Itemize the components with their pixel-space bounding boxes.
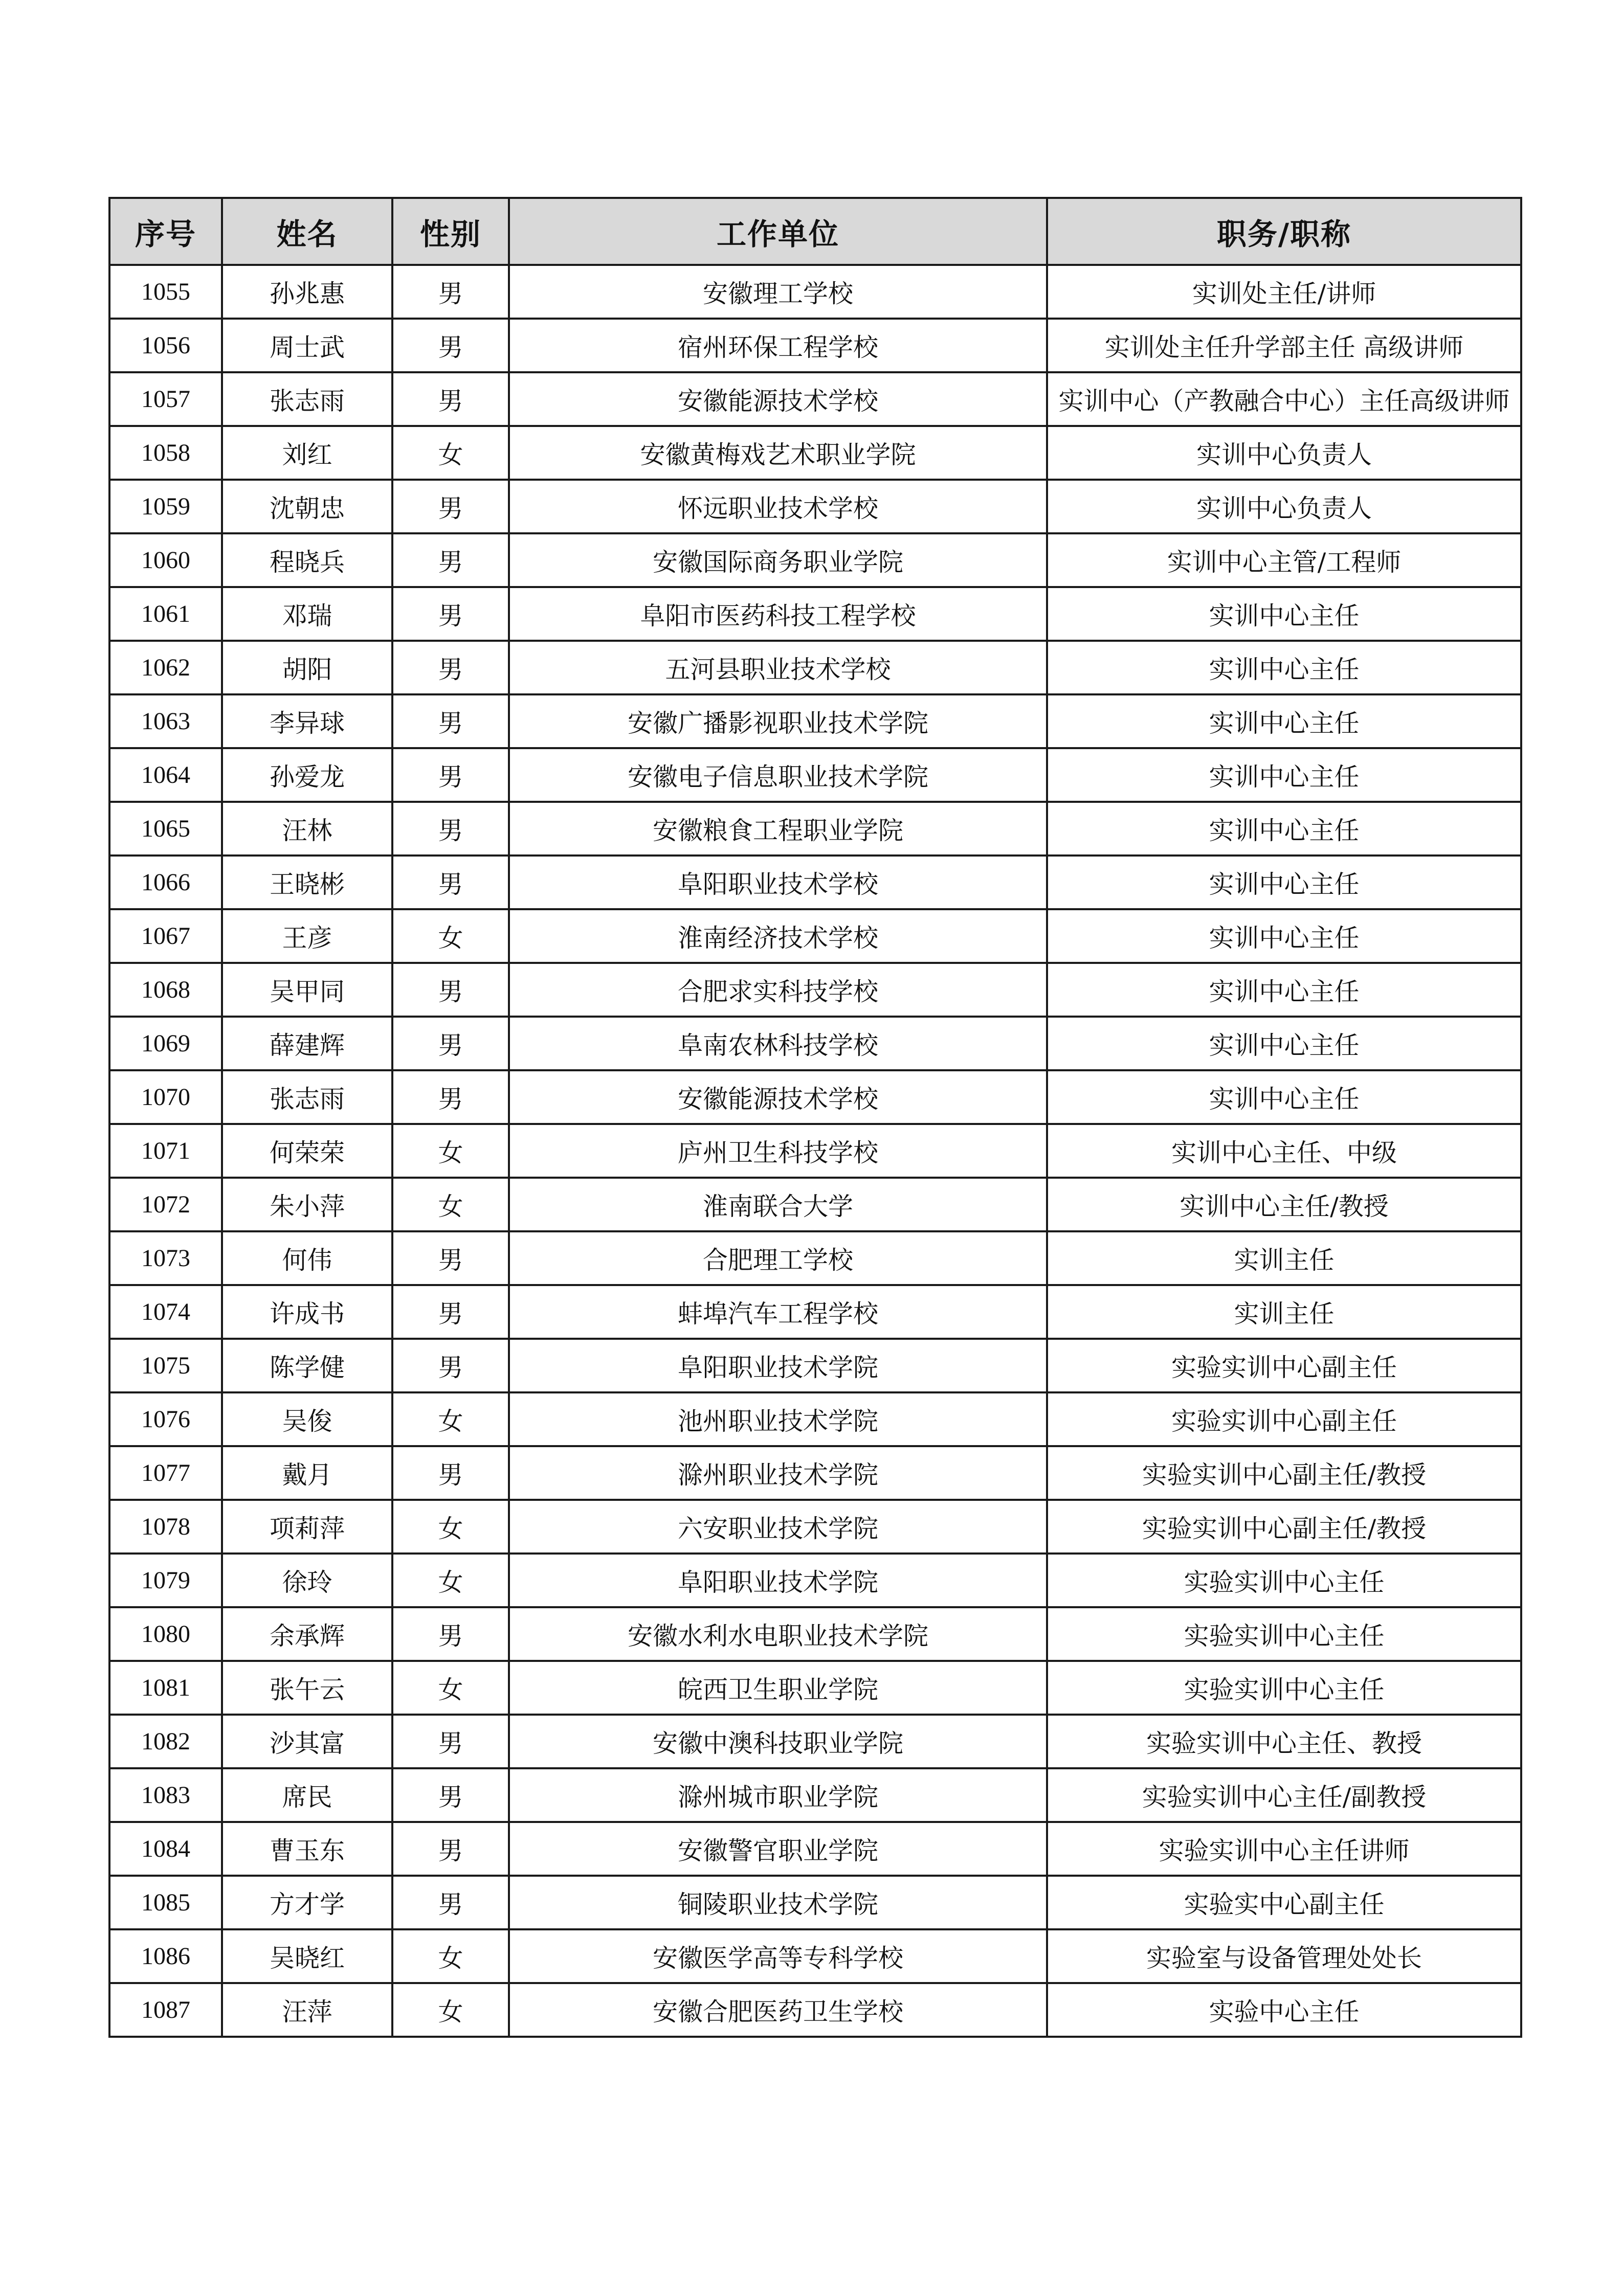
work-unit-cell: 合肥求实科技学校 (509, 963, 1047, 1017)
work-unit-cell: 安徽粮食工程职业学院 (509, 802, 1047, 856)
work-unit-cell: 阜阳职业技术学校 (509, 856, 1047, 909)
table-row (109, 963, 1521, 1017)
serial-number-cell: 1085 (109, 1876, 222, 1929)
table-row (109, 748, 1521, 802)
table-row (109, 1500, 1521, 1554)
table-row (109, 802, 1521, 856)
gender-cell: 女 (392, 426, 509, 480)
work-unit-cell: 六安职业技术学院 (509, 1500, 1047, 1554)
gender-cell: 女 (392, 1983, 509, 2037)
serial-number-cell: 1055 (109, 265, 222, 319)
name-cell: 孙爱龙 (222, 748, 392, 802)
position-title-cell: 实训主任 (1047, 1231, 1521, 1285)
table-row (109, 1554, 1521, 1607)
name-cell: 朱小萍 (222, 1178, 392, 1231)
gender-cell: 男 (392, 1446, 509, 1500)
serial-number-cell: 1065 (109, 802, 222, 856)
name-cell: 吴晓红 (222, 1929, 392, 1983)
name-cell: 胡阳 (222, 641, 392, 694)
work-unit-cell: 安徽黄梅戏艺术职业学院 (509, 426, 1047, 480)
gender-cell: 女 (392, 1500, 509, 1554)
name-cell: 王彦 (222, 909, 392, 963)
serial-number-cell: 1086 (109, 1929, 222, 1983)
position-title-cell: 实训中心主任 (1047, 856, 1521, 909)
name-cell: 吴甲同 (222, 963, 392, 1017)
position-title-cell: 实训中心主任 (1047, 641, 1521, 694)
table-row (109, 641, 1521, 694)
gender-cell: 男 (392, 319, 509, 372)
position-title-cell: 实训中心主任、中级 (1047, 1124, 1521, 1178)
work-unit-cell: 庐州卫生科技学校 (509, 1124, 1047, 1178)
gender-cell: 女 (392, 1124, 509, 1178)
header-row (109, 198, 1521, 265)
table-row (109, 1070, 1521, 1124)
name-cell: 刘红 (222, 426, 392, 480)
work-unit-cell: 淮南联合大学 (509, 1178, 1047, 1231)
roster-table (108, 197, 1522, 2038)
serial-number-cell: 1066 (109, 856, 222, 909)
serial-number-cell: 1069 (109, 1017, 222, 1070)
work-unit-cell: 五河县职业技术学校 (509, 641, 1047, 694)
serial-number-cell: 1083 (109, 1768, 222, 1822)
gender-cell: 男 (392, 1070, 509, 1124)
serial-number-cell: 1080 (109, 1607, 222, 1661)
name-cell: 周士武 (222, 319, 392, 372)
name-cell: 项莉萍 (222, 1500, 392, 1554)
work-unit-cell: 淮南经济技术学校 (509, 909, 1047, 963)
position-title-cell: 实验实训中心主任 (1047, 1661, 1521, 1715)
gender-cell: 男 (392, 694, 509, 748)
name-cell: 张志雨 (222, 372, 392, 426)
position-title-cell: 实训中心主任 (1047, 587, 1521, 641)
table-row (109, 480, 1521, 533)
gender-cell: 女 (392, 1178, 509, 1231)
table-row (109, 533, 1521, 587)
work-unit-cell: 安徽合肥医药卫生学校 (509, 1983, 1047, 2037)
name-cell: 余承辉 (222, 1607, 392, 1661)
position-title-cell: 实验室与设备管理处处长 (1047, 1929, 1521, 1983)
work-unit-cell: 池州职业技术学院 (509, 1392, 1047, 1446)
position-title-cell: 实训中心主任 (1047, 748, 1521, 802)
table-row (109, 856, 1521, 909)
table-row (109, 1983, 1521, 2037)
name-cell: 戴月 (222, 1446, 392, 1500)
gender-cell: 男 (392, 1607, 509, 1661)
gender-cell: 男 (392, 1768, 509, 1822)
name-cell: 王晓彬 (222, 856, 392, 909)
name-cell: 汪萍 (222, 1983, 392, 2037)
table-row (109, 1178, 1521, 1231)
table-row (109, 319, 1521, 372)
work-unit-cell: 安徽警官职业学院 (509, 1822, 1047, 1876)
gender-cell: 男 (392, 1715, 509, 1768)
table-row (109, 909, 1521, 963)
position-title-cell: 实验实中心副主任 (1047, 1876, 1521, 1929)
name-cell: 方才学 (222, 1876, 392, 1929)
table-row (109, 265, 1521, 319)
gender-cell: 男 (392, 533, 509, 587)
name-cell: 陈学健 (222, 1339, 392, 1392)
header-position-title: 职务/职称 (1047, 198, 1521, 265)
serial-number-cell: 1068 (109, 963, 222, 1017)
position-title-cell: 实验实训中心主任、教授 (1047, 1715, 1521, 1768)
position-title-cell: 实训中心主任 (1047, 802, 1521, 856)
gender-cell: 男 (392, 1876, 509, 1929)
work-unit-cell: 安徽广播影视职业技术学院 (509, 694, 1047, 748)
position-title-cell: 实训处主任/讲师 (1047, 265, 1521, 319)
gender-cell: 女 (392, 1392, 509, 1446)
position-title-cell: 实训中心主任/教授 (1047, 1178, 1521, 1231)
serial-number-cell: 1074 (109, 1285, 222, 1339)
serial-number-cell: 1081 (109, 1661, 222, 1715)
roster-sheet (108, 197, 1520, 2038)
work-unit-cell: 安徽能源技术学校 (509, 1070, 1047, 1124)
table-row (109, 1607, 1521, 1661)
name-cell: 曹玉东 (222, 1822, 392, 1876)
work-unit-cell: 阜阳职业技术学院 (509, 1554, 1047, 1607)
work-unit-cell: 蚌埠汽车工程学校 (509, 1285, 1047, 1339)
position-title-cell: 实训中心主任 (1047, 1017, 1521, 1070)
position-title-cell: 实训中心主任 (1047, 1070, 1521, 1124)
name-cell: 李异球 (222, 694, 392, 748)
serial-number-cell: 1079 (109, 1554, 222, 1607)
work-unit-cell: 安徽中澳科技职业学院 (509, 1715, 1047, 1768)
work-unit-cell: 宿州环保工程学校 (509, 319, 1047, 372)
gender-cell: 男 (392, 856, 509, 909)
serial-number-cell: 1087 (109, 1983, 222, 2037)
name-cell: 徐玲 (222, 1554, 392, 1607)
work-unit-cell: 安徽能源技术学校 (509, 372, 1047, 426)
name-cell: 张志雨 (222, 1070, 392, 1124)
gender-cell: 男 (392, 1339, 509, 1392)
work-unit-cell: 铜陵职业技术学院 (509, 1876, 1047, 1929)
gender-cell: 男 (392, 480, 509, 533)
serial-number-cell: 1062 (109, 641, 222, 694)
position-title-cell: 实验实训中心主任 (1047, 1607, 1521, 1661)
serial-number-cell: 1058 (109, 426, 222, 480)
name-cell: 何荣荣 (222, 1124, 392, 1178)
serial-number-cell: 1064 (109, 748, 222, 802)
gender-cell: 男 (392, 1285, 509, 1339)
name-cell: 沙其富 (222, 1715, 392, 1768)
work-unit-cell: 安徽电子信息职业技术学院 (509, 748, 1047, 802)
gender-cell: 男 (392, 1017, 509, 1070)
serial-number-cell: 1084 (109, 1822, 222, 1876)
position-title-cell: 实验实训中心副主任 (1047, 1339, 1521, 1392)
work-unit-cell: 合肥理工学校 (509, 1231, 1047, 1285)
position-title-cell: 实验实训中心主任/副教授 (1047, 1768, 1521, 1822)
work-unit-cell: 滁州职业技术学院 (509, 1446, 1047, 1500)
work-unit-cell: 安徽医学高等专科学校 (509, 1929, 1047, 1983)
position-title-cell: 实训中心主任 (1047, 963, 1521, 1017)
gender-cell: 男 (392, 587, 509, 641)
work-unit-cell: 阜阳职业技术学院 (509, 1339, 1047, 1392)
table-row (109, 694, 1521, 748)
position-title-cell: 实训中心负责人 (1047, 480, 1521, 533)
header-work-unit: 工作单位 (509, 198, 1047, 265)
name-cell: 薛建辉 (222, 1017, 392, 1070)
name-cell: 何伟 (222, 1231, 392, 1285)
table-row (109, 1715, 1521, 1768)
work-unit-cell: 安徽水利水电职业技术学院 (509, 1607, 1047, 1661)
serial-number-cell: 1075 (109, 1339, 222, 1392)
serial-number-cell: 1077 (109, 1446, 222, 1500)
gender-cell: 女 (392, 909, 509, 963)
table-row (109, 1768, 1521, 1822)
serial-number-cell: 1072 (109, 1178, 222, 1231)
name-cell: 邓瑞 (222, 587, 392, 641)
table-row (109, 1339, 1521, 1392)
position-title-cell: 实训中心负责人 (1047, 426, 1521, 480)
gender-cell: 男 (392, 641, 509, 694)
name-cell: 席民 (222, 1768, 392, 1822)
work-unit-cell: 安徽理工学校 (509, 265, 1047, 319)
name-cell: 许成书 (222, 1285, 392, 1339)
position-title-cell: 实验实训中心副主任/教授 (1047, 1500, 1521, 1554)
position-title-cell: 实训中心主任 (1047, 694, 1521, 748)
table-row (109, 372, 1521, 426)
serial-number-cell: 1063 (109, 694, 222, 748)
work-unit-cell: 阜阳市医药科技工程学校 (509, 587, 1047, 641)
serial-number-cell: 1061 (109, 587, 222, 641)
gender-cell: 男 (392, 265, 509, 319)
header-serial-number: 序号 (109, 198, 222, 265)
position-title-cell: 实验实训中心主任讲师 (1047, 1822, 1521, 1876)
gender-cell: 女 (392, 1929, 509, 1983)
serial-number-cell: 1073 (109, 1231, 222, 1285)
gender-cell: 男 (392, 372, 509, 426)
work-unit-cell: 怀远职业技术学校 (509, 480, 1047, 533)
position-title-cell: 实训主任 (1047, 1285, 1521, 1339)
serial-number-cell: 1060 (109, 533, 222, 587)
position-title-cell: 实训中心主任 (1047, 909, 1521, 963)
serial-number-cell: 1070 (109, 1070, 222, 1124)
table-row (109, 1876, 1521, 1929)
gender-cell: 女 (392, 1554, 509, 1607)
serial-number-cell: 1059 (109, 480, 222, 533)
header-name: 姓名 (222, 198, 392, 265)
serial-number-cell: 1056 (109, 319, 222, 372)
position-title-cell: 实训处主任升学部主任 高级讲师 (1047, 319, 1521, 372)
serial-number-cell: 1076 (109, 1392, 222, 1446)
position-title-cell: 实验实训中心主任 (1047, 1554, 1521, 1607)
table-row (109, 1285, 1521, 1339)
name-cell: 张午云 (222, 1661, 392, 1715)
position-title-cell: 实验中心主任 (1047, 1983, 1521, 2037)
table-row (109, 1446, 1521, 1500)
table-row (109, 1017, 1521, 1070)
position-title-cell: 实验实训中心副主任/教授 (1047, 1446, 1521, 1500)
position-title-cell: 实训中心（产教融合中心）主任高级讲师 (1047, 372, 1521, 426)
table-row (109, 1231, 1521, 1285)
gender-cell: 女 (392, 1661, 509, 1715)
gender-cell: 男 (392, 963, 509, 1017)
serial-number-cell: 1067 (109, 909, 222, 963)
table-row (109, 1124, 1521, 1178)
table-row (109, 1392, 1521, 1446)
gender-cell: 男 (392, 1231, 509, 1285)
table-row (109, 587, 1521, 641)
table-row (109, 1661, 1521, 1715)
work-unit-cell: 安徽国际商务职业学院 (509, 533, 1047, 587)
table-row (109, 1822, 1521, 1876)
serial-number-cell: 1078 (109, 1500, 222, 1554)
header-gender: 性别 (392, 198, 509, 265)
position-title-cell: 实验实训中心副主任 (1047, 1392, 1521, 1446)
serial-number-cell: 1082 (109, 1715, 222, 1768)
work-unit-cell: 阜南农林科技学校 (509, 1017, 1047, 1070)
serial-number-cell: 1057 (109, 372, 222, 426)
table-row (109, 1929, 1521, 1983)
serial-number-cell: 1071 (109, 1124, 222, 1178)
roster-body (109, 265, 1521, 2037)
name-cell: 程晓兵 (222, 533, 392, 587)
gender-cell: 男 (392, 802, 509, 856)
name-cell: 吴俊 (222, 1392, 392, 1446)
table-row (109, 426, 1521, 480)
position-title-cell: 实训中心主管/工程师 (1047, 533, 1521, 587)
name-cell: 汪林 (222, 802, 392, 856)
gender-cell: 男 (392, 1822, 509, 1876)
work-unit-cell: 滁州城市职业学院 (509, 1768, 1047, 1822)
gender-cell: 男 (392, 748, 509, 802)
work-unit-cell: 皖西卫生职业学院 (509, 1661, 1047, 1715)
name-cell: 孙兆惠 (222, 265, 392, 319)
name-cell: 沈朝忠 (222, 480, 392, 533)
